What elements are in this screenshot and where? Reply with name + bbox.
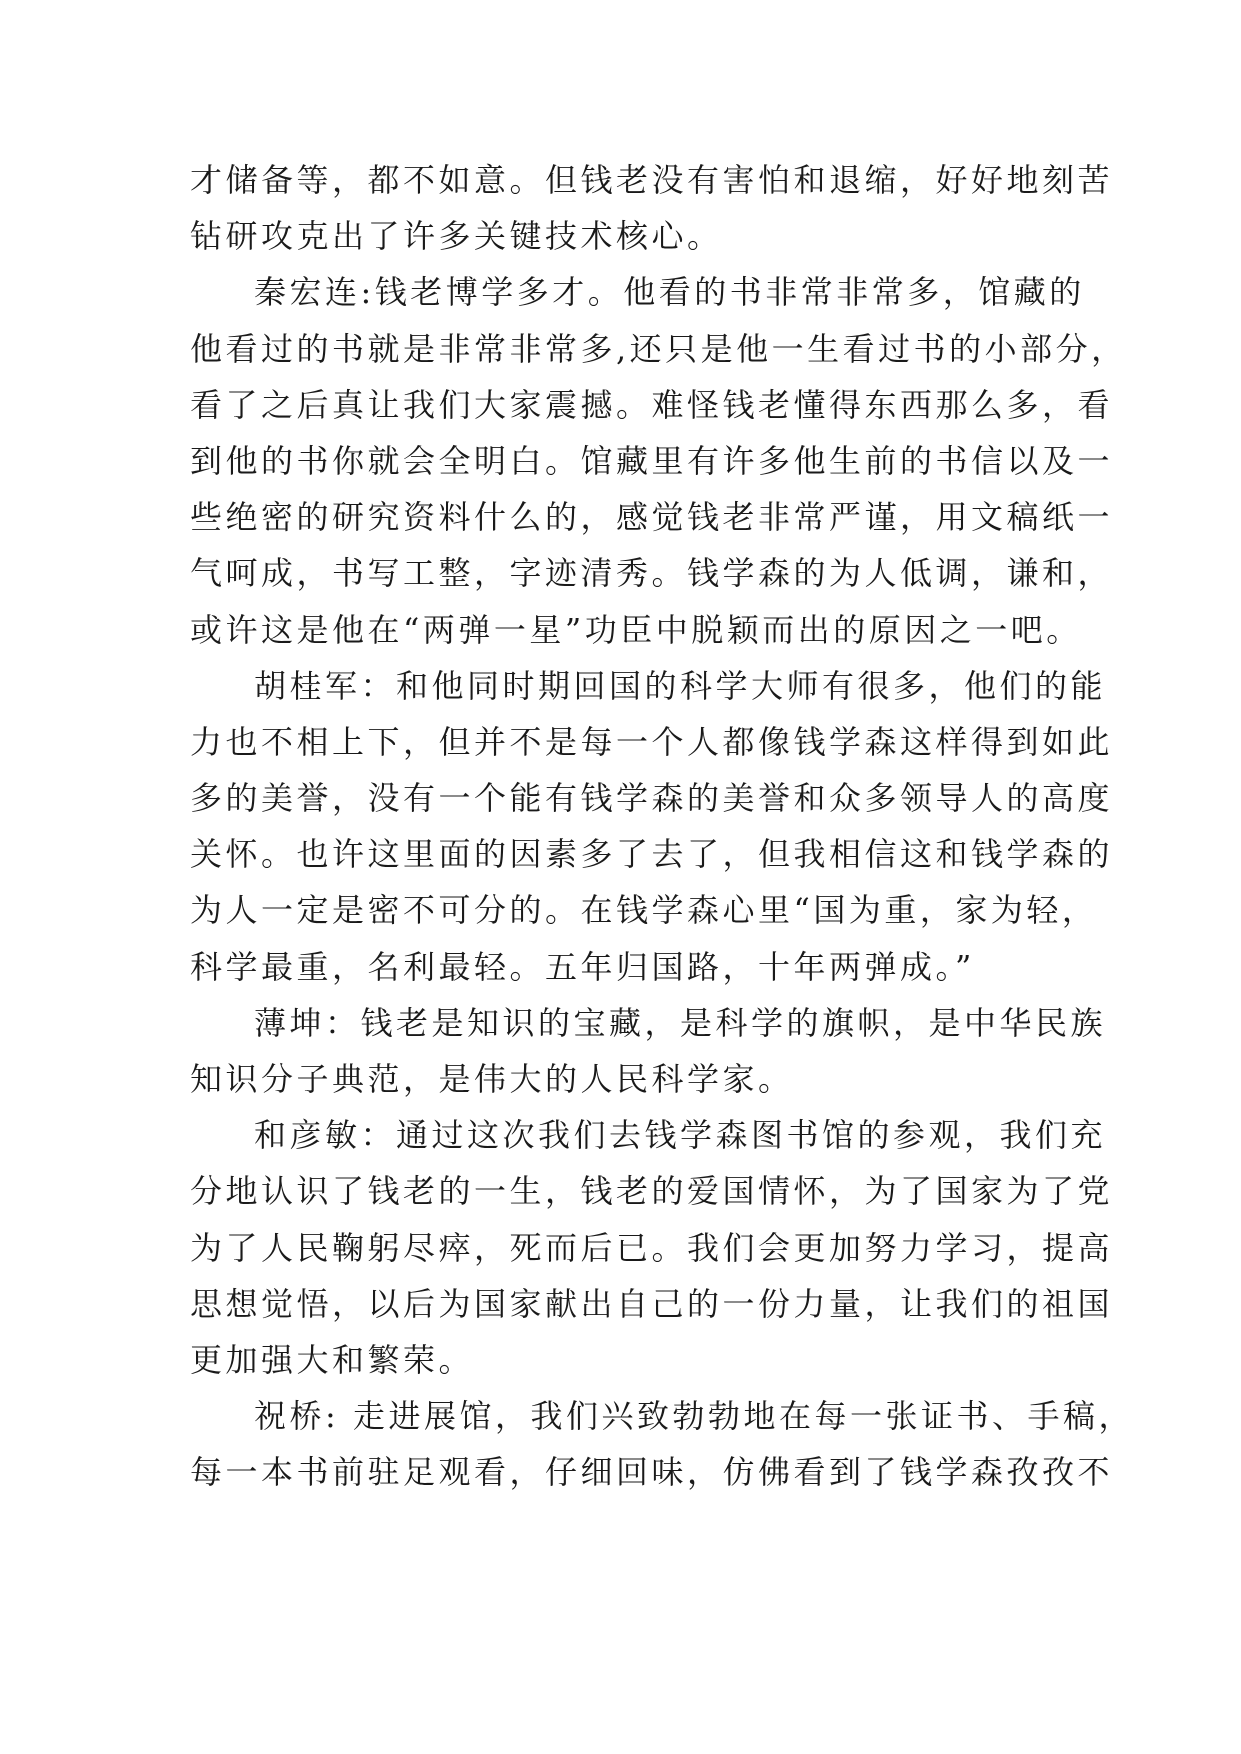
text-line: 些绝密的研究资料什么的，感觉钱老非常严谨，用文稿纸一	[190, 498, 1114, 537]
paragraph-start-line: 胡桂军：和他同时期回国的科学大师有很多，他们的能	[254, 666, 1107, 705]
text-line: 为人一定是密不可分的。在钱学森心里“国为重，家为轻，	[190, 891, 1098, 930]
text-line: 分地认识了钱老的一生，钱老的爱国情怀，为了国家为了党	[190, 1172, 1114, 1211]
paragraph-start-line: 薄坤：钱老是知识的宝藏，是科学的旗帜，是中华民族	[254, 1003, 1107, 1042]
text-line: 知识分子典范，是伟大的人民科学家。	[190, 1060, 794, 1098]
paragraph-start-line: 秦宏连:钱老博学多才。他看的书非常非常多，馆藏的	[254, 273, 1085, 312]
paragraph-start-line: 和彦敏：通过这次我们去钱学森图书馆的参观，我们充	[254, 1116, 1107, 1155]
text-line: 看了之后真让我们大家震撼。难怪钱老懂得东西那么多，看	[190, 385, 1114, 424]
paragraph-start-line: 祝桥: 走进展馆，我们兴致勃勃地在每一张证书、手稿，	[254, 1397, 1134, 1436]
text-line: 或许这是他在“两弹一星”功臣中脱颖而出的原因之一吧。	[190, 610, 1082, 649]
text-line: 他看过的书就是非常非常多,还只是他一生看过书的小部分，	[190, 329, 1127, 368]
text-line: 关怀。也许这里面的因素多了去了，但我相信这和钱学森的	[190, 835, 1114, 874]
text-line: 到他的书你就会全明白。馆藏里有许多他生前的书信以及一	[190, 441, 1114, 480]
text-line: 钻研攻克出了许多关键技术核心。	[190, 217, 723, 256]
body-text	[190, 152, 1134, 1501]
text-line: 力也不相上下，但并不是每一个人都像钱学森这样得到如此	[190, 722, 1114, 761]
text-line: 更加强大和繁荣。	[190, 1340, 475, 1379]
text-line: 科学最重，名利最轻。五年归国路，十年两弹成。”	[190, 947, 975, 986]
text-line: 每一本书前驻足观看，仔细回味，仿佛看到了钱学森孜孜不	[190, 1453, 1114, 1492]
text-line: 气呵成，书写工整，字迹清秀。钱学森的为人低调，谦和，	[190, 554, 1114, 593]
text-line: 为了人民鞠躬尽瘁，死而后已。我们会更加努力学习，提高	[190, 1228, 1114, 1267]
text-line: 才储备等，都不如意。但钱老没有害怕和退缩，好好地刻苦	[190, 161, 1114, 199]
text-line: 思想觉悟，以后为国家献出自己的一份力量，让我们的祖国	[190, 1284, 1114, 1323]
text-line: 多的美誉，没有一个能有钱学森的美誉和众多领导人的高度	[190, 779, 1114, 818]
